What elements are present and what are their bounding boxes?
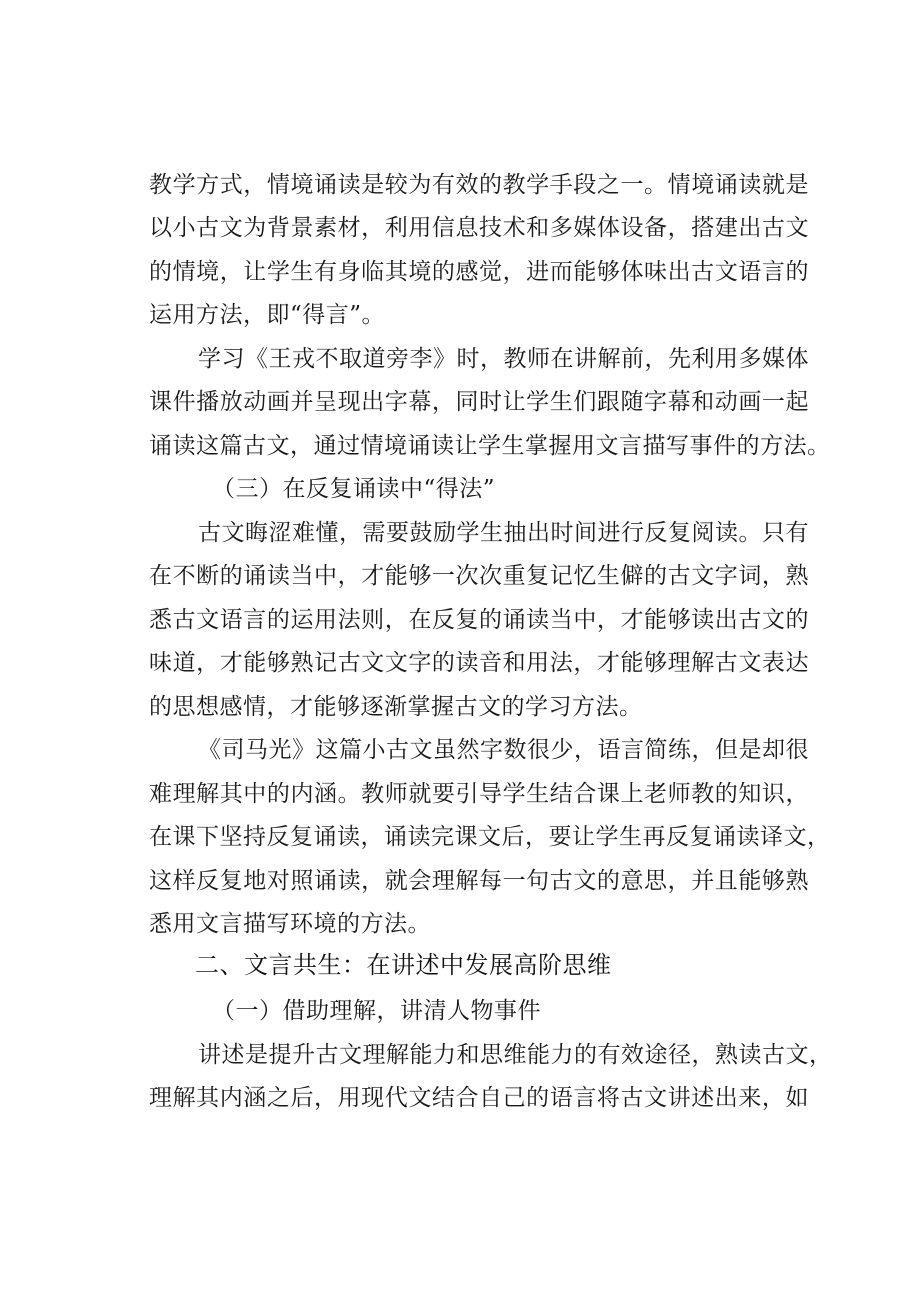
paragraph-line: 运用方法，即“得言”。 — [149, 302, 386, 328]
paragraph-line: 《司马光》这篇小古文虽然字数很少，语言简练，但是却很 — [198, 737, 809, 763]
paragraph-line: 味道，才能够熟记古文文字的读音和用法，才能够理解古文表达 — [149, 650, 809, 676]
subheading: （三）在反复诵读中“得法” — [212, 476, 496, 502]
paragraph-line: 在不断的诵读当中，才能够一次次重复记忆生僻的古文字词，熟 — [149, 563, 809, 589]
section-heading: 二、文言共生：在讲述中发展高阶思维 — [195, 951, 612, 979]
paragraph-line: 悉用文言描写环境的方法。 — [149, 911, 431, 937]
subheading: （一）借助理解，讲清人物事件 — [212, 998, 541, 1024]
paragraph-line: 理解其内涵之后，用现代文结合自己的语言将古文讲述出来，如 — [149, 1085, 809, 1111]
paragraph-line: 以小古文为背景素材，利用信息技术和多媒体设备，搭建出古文 — [149, 215, 809, 241]
paragraph-line: 的情境，让学生有身临其境的感觉，进而能够体味出古文语言的 — [149, 259, 809, 285]
paragraph-line: 悉古文语言的运用法则，在反复的诵读当中，才能够读出古文的 — [149, 607, 809, 633]
paragraph-line: 古文晦涩难懂，需要鼓励学生抽出时间进行反复阅读。只有 — [198, 520, 809, 546]
paragraph-line: 在课下坚持反复诵读，诵读完课文后，要让学生再反复诵读译文， — [149, 824, 831, 850]
paragraph-line: 讲述是提升古文理解能力和思维能力的有效途径，熟读古文， — [198, 1042, 833, 1068]
paragraph-line: 这样反复地对照诵读，就会理解每一句古文的意思，并且能够熟 — [149, 868, 809, 894]
paragraph-line: 教学方式，情境诵读是较为有效的教学手段之一。情境诵读就是 — [149, 172, 809, 198]
paragraph-line: 诵读这篇古文，通过情境诵读让学生掌握用文言描写事件的方法。 — [149, 433, 831, 459]
paragraph-line: 学习《王戎不取道旁李》时，教师在讲解前，先利用多媒体 — [198, 346, 809, 372]
paragraph-line: 课件播放动画并呈现出字幕，同时让学生们跟随字幕和动画一起 — [149, 389, 809, 415]
paragraph-line: 的思想感情，才能够逐渐掌握古文的学习方法。 — [149, 694, 643, 720]
paragraph-line: 难理解其中的内涵。教师就要引导学生结合课上老师教的知识， — [149, 781, 809, 807]
